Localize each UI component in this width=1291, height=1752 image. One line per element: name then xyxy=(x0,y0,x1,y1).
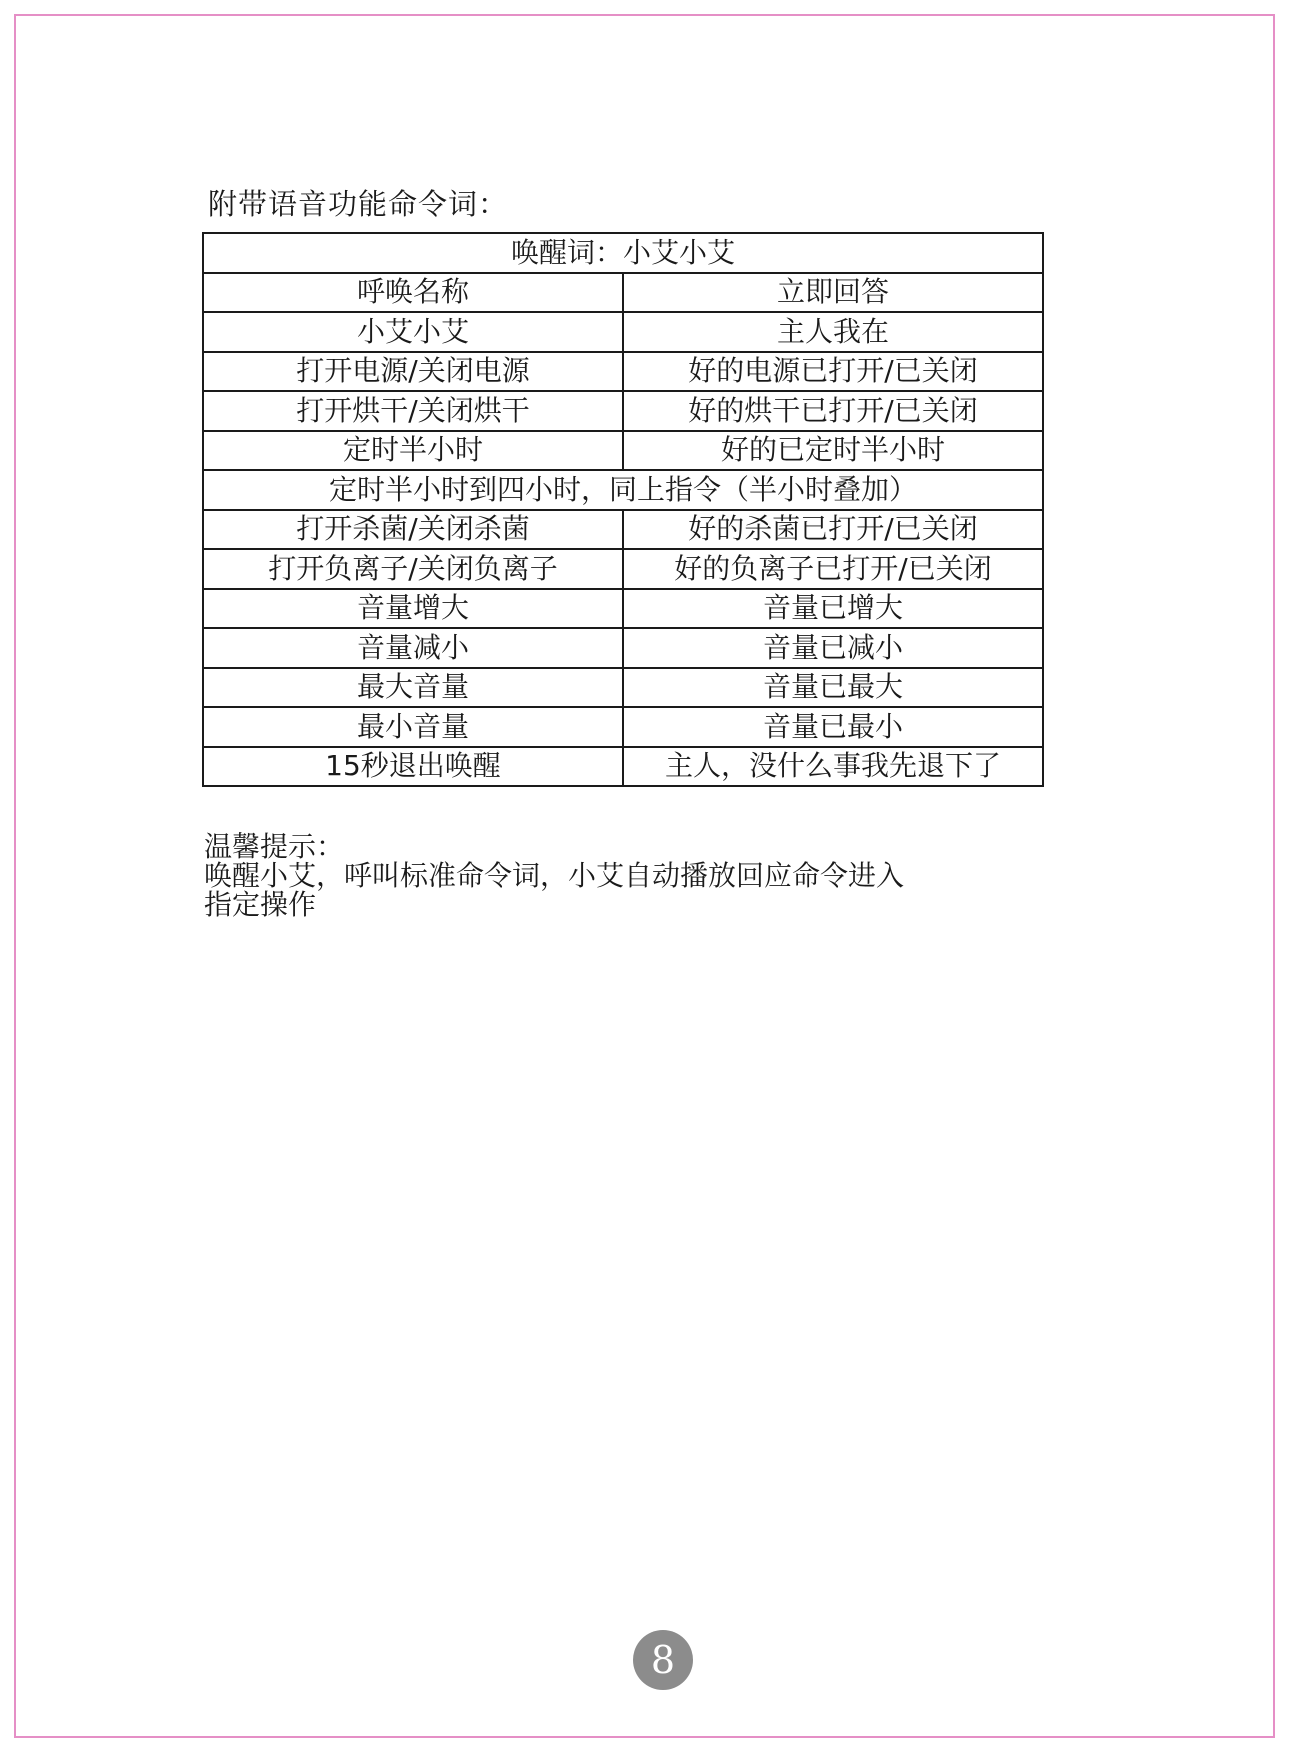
tips-title: 温馨提示： xyxy=(204,830,345,863)
response-cell: 音量已最小 xyxy=(623,707,1043,747)
table-row xyxy=(203,233,1043,273)
command-cell: 最小音量 xyxy=(203,707,623,747)
command-cell: 打开负离子/关闭负离子 xyxy=(203,549,623,589)
response-cell: 音量已减小 xyxy=(623,628,1043,668)
response-cell: 好的负离子已打开/已关闭 xyxy=(623,549,1043,589)
command-cell: 打开杀菌/关闭杀菌 xyxy=(203,510,623,550)
tips-line: 唤醒小艾，呼叫标准命令词，小艾自动播放回应命令进入 xyxy=(204,859,905,892)
response-cell: 好的烘干已打开/已关闭 xyxy=(623,391,1043,431)
response-cell: 好的电源已打开/已关闭 xyxy=(623,352,1043,392)
response-cell: 好的杀菌已打开/已关闭 xyxy=(623,510,1043,550)
response-cell: 好的已定时半小时 xyxy=(623,431,1043,471)
command-cell: 音量减小 xyxy=(203,628,623,668)
response-cell: 音量已增大 xyxy=(623,589,1043,629)
header-call-name: 呼唤名称 xyxy=(203,273,623,313)
command-cell: 最大音量 xyxy=(203,668,623,708)
table-row xyxy=(203,549,1043,589)
response-cell: 主人，没什么事我先退下了 xyxy=(623,747,1043,787)
table-row xyxy=(203,628,1043,668)
command-cell: 打开烘干/关闭烘干 xyxy=(203,391,623,431)
timer-note-cell: 定时半小时到四小时，同上指令（半小时叠加） xyxy=(203,470,1043,510)
table-row xyxy=(203,668,1043,708)
tips-block xyxy=(204,832,904,919)
table-row xyxy=(203,707,1043,747)
table-row xyxy=(203,431,1043,471)
table-row xyxy=(203,589,1043,629)
response-cell: 主人我在 xyxy=(623,312,1043,352)
page-number-badge: 8 xyxy=(633,1630,693,1690)
command-cell: 打开电源/关闭电源 xyxy=(203,352,623,392)
table-row xyxy=(203,312,1043,352)
table-row xyxy=(203,391,1043,431)
header-response: 立即回答 xyxy=(623,273,1043,313)
voice-command-table xyxy=(202,232,1044,787)
table-row xyxy=(203,510,1043,550)
table-header-row xyxy=(203,273,1043,313)
command-cell: 定时半小时 xyxy=(203,431,623,471)
table-row xyxy=(203,747,1043,787)
command-cell: 15秒退出唤醒 xyxy=(203,747,623,787)
table-row xyxy=(203,470,1043,510)
command-cell: 音量增大 xyxy=(203,589,623,629)
wake-word-cell: 唤醒词：小艾小艾 xyxy=(203,233,1043,273)
tips-line: 指定操作 xyxy=(204,888,317,921)
response-cell: 音量已最大 xyxy=(623,668,1043,708)
table-row xyxy=(203,352,1043,392)
section-heading: 附带语音功能命令词： xyxy=(208,187,509,221)
command-cell: 小艾小艾 xyxy=(203,312,623,352)
